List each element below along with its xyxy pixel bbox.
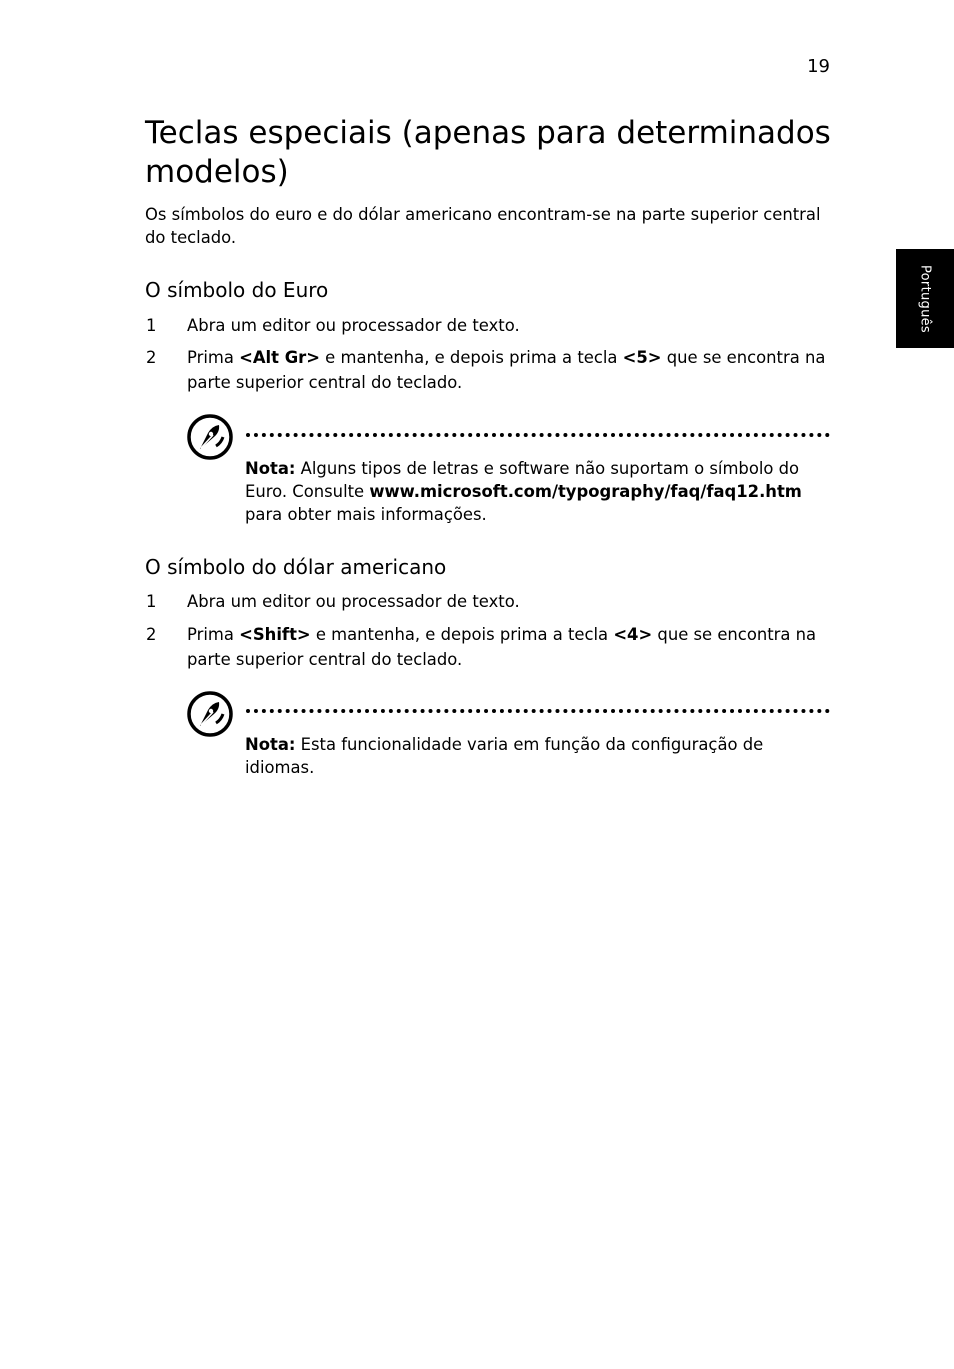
page-number: 19: [807, 56, 830, 77]
dollar-step2-after: que se encontra na parte superior central do teclado.: [187, 625, 817, 669]
alt-gr-key: <Alt Gr>: [239, 348, 320, 367]
dollar-section-heading: O símbolo do dólar americano: [145, 555, 447, 579]
language-side-tab: [896, 249, 954, 348]
dollar-step2-middle: e mantenha, e depois prima a tecla: [310, 625, 614, 644]
note-pen-icon: [186, 413, 234, 461]
dollar-note-label: Nota:: [245, 735, 296, 754]
dollar-step2-number: 2: [146, 625, 157, 644]
key-4: <4>: [613, 625, 653, 644]
euro-step2-after: que se encontra na parte superior central do teclado.: [187, 348, 826, 392]
euro-step2-text: [187, 345, 847, 395]
euro-note: [245, 457, 830, 526]
euro-note-text-2: para obter mais informações.: [245, 505, 487, 524]
microsoft-typography-link[interactable]: www.microsoft.com/typography/faq/faq12.htm: [369, 482, 802, 501]
shift-key: <Shift>: [239, 625, 311, 644]
euro-note-text-1: Alguns tipos de letras e software não suportam o símbolo do Euro. Consulte: [245, 459, 800, 501]
dollar-step2-before: Prima: [187, 625, 240, 644]
note-divider: [246, 433, 830, 437]
euro-step1-number: 1: [146, 316, 157, 335]
euro-step2-before: Prima: [187, 348, 240, 367]
intro-paragraph: Os símbolos do euro e do dólar americano encontram-se na parte superior central do teclado.: [145, 205, 821, 247]
note-divider: [246, 709, 830, 713]
euro-step2-number: 2: [146, 348, 157, 367]
euro-note-label: Nota:: [245, 459, 296, 478]
key-5: <5>: [622, 348, 662, 367]
euro-step2-middle: e mantenha, e depois prima a tecla: [319, 348, 623, 367]
euro-section-heading: O símbolo do Euro: [145, 278, 329, 302]
dollar-step2-text: [187, 622, 847, 672]
dollar-note: [245, 733, 830, 779]
page-title: Teclas especiais (apenas para determinados modelos): [145, 115, 831, 190]
dollar-step1-text: Abra um editor ou processador de texto.: [187, 592, 520, 611]
note-pen-icon: [186, 690, 234, 738]
side-tab-label: Português: [917, 265, 933, 333]
dollar-note-text: Esta funcionalidade varia em função da configuração de idiomas.: [245, 735, 764, 777]
euro-step1-text: Abra um editor ou processador de texto.: [187, 316, 520, 335]
dollar-step1-number: 1: [146, 592, 157, 611]
